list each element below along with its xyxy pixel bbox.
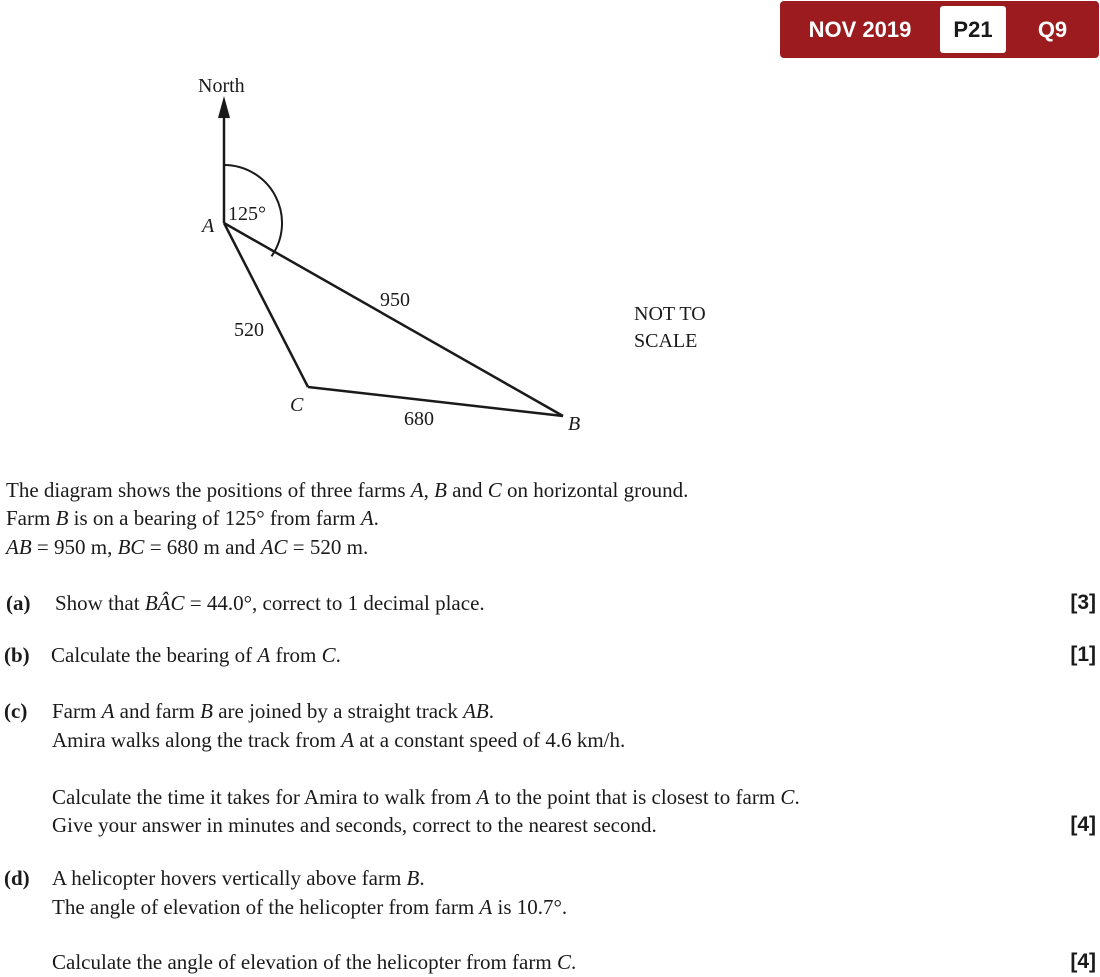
part-c-line-1: Farm A and farm B are joined by a straight track AB. — [52, 699, 495, 723]
exam-reference-badge — [780, 1, 1099, 58]
part-d-line-1: A helicopter hovers vertically above farm B. — [52, 866, 425, 890]
scale-note-line2: SCALE — [634, 330, 698, 352]
part-a-marks: [3] — [1070, 591, 1096, 614]
bearing-diagram — [0, 60, 760, 440]
part-c-marks: [4] — [1070, 813, 1096, 836]
question-number: Q9 — [1037, 17, 1068, 42]
part-d-label: (d) — [4, 866, 30, 890]
part-b-marks: [1] — [1070, 643, 1096, 666]
part-a-label: (a) — [6, 591, 31, 615]
side-ab — [224, 223, 563, 416]
part-a-text: Show that BÂC = 44.0°, correct to 1 decimal place. — [55, 591, 485, 615]
angle-label: 125° — [228, 203, 266, 225]
part-b-text: Calculate the bearing of A from C. — [51, 643, 341, 667]
part-d-line-3: Calculate the angle of elevation of the helicopter from farm C. — [52, 950, 577, 974]
side-bc — [308, 387, 563, 416]
part-d-marks: [4] — [1070, 950, 1096, 973]
side-bc-length: 680 — [404, 408, 434, 430]
intro-line-3: AB = 950 m, BC = 680 m and AC = 520 m. — [6, 535, 369, 559]
part-b-label: (b) — [4, 643, 30, 667]
side-ab-length: 950 — [380, 289, 410, 311]
part-c-line-2: Amira walks along the track from A at a constant speed of 4.6 km/h. — [52, 728, 626, 752]
part-c-line-3: Calculate the time it takes for Amira to walk from A to the point that is closest to farm C. — [52, 785, 800, 809]
north-arrow-icon — [218, 96, 230, 118]
intro-line-1: The diagram shows the positions of three farms A, B and C on horizontal ground. — [6, 478, 689, 502]
part-c-label: (c) — [4, 699, 28, 723]
exam-session: NOV 2019 — [808, 17, 912, 42]
side-ac-length: 520 — [234, 319, 264, 341]
paper-number: P21 — [940, 6, 1006, 53]
part-d-line-2: The angle of elevation of the helicopter from farm A is 10.7°. — [52, 895, 568, 919]
vertex-b-label: B — [568, 413, 581, 435]
intro-line-2: Farm B is on a bearing of 125° from farm A. — [6, 506, 379, 530]
scale-note-line1: NOT TO — [634, 303, 706, 325]
part-c-line-4: Give your answer in minutes and seconds, correct to the nearest second. — [52, 813, 657, 837]
north-label: North — [198, 75, 245, 97]
vertex-a-label: A — [202, 215, 215, 237]
vertex-c-label: C — [290, 394, 304, 416]
